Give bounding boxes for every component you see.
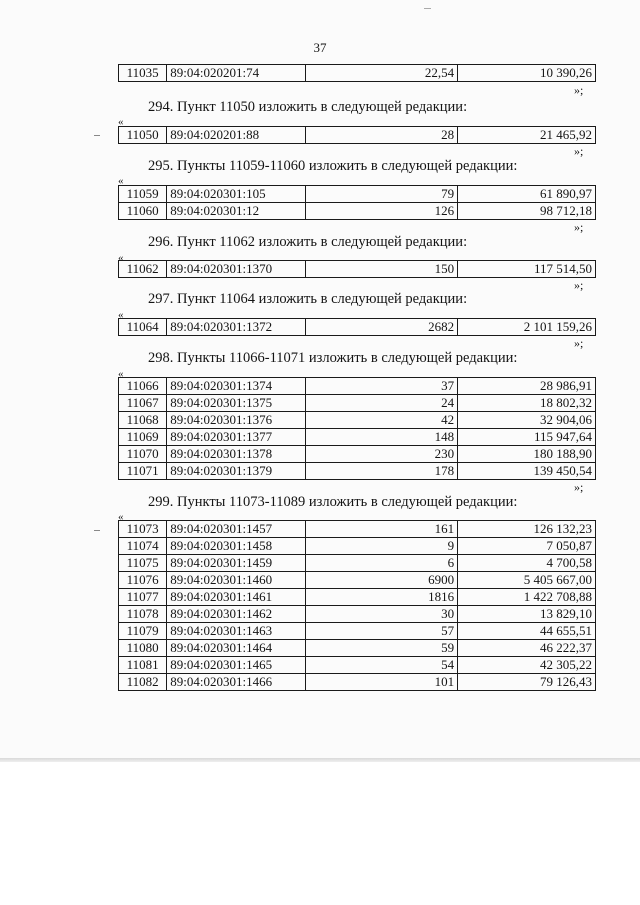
area-cell: 6900 <box>306 572 458 589</box>
amendment-table-299 <box>118 520 596 691</box>
area-cell: 126 <box>306 203 458 220</box>
table-row <box>119 463 596 480</box>
area-cell: 230 <box>306 446 458 463</box>
row-number-cell: 11069 <box>119 429 167 446</box>
amendment-table-298 <box>118 377 596 480</box>
area-cell: 22,54 <box>306 65 458 82</box>
cadastral-number-cell: 89:04:020301:1463 <box>167 623 306 640</box>
cadastral-number-cell: 89:04:020301:1372 <box>167 319 306 336</box>
row-number-cell: 11077 <box>119 589 167 606</box>
area-cell: 1816 <box>306 589 458 606</box>
cadastral-number-cell: 89:04:020301:1457 <box>167 521 306 538</box>
row-number-cell: 11081 <box>119 657 167 674</box>
amendment-table-296 <box>118 260 596 278</box>
cadastral-number-cell: 89:04:020301:1379 <box>167 463 306 480</box>
cadastral-number-cell: 89:04:020301:1464 <box>167 640 306 657</box>
cost-cell: 44 655,51 <box>458 623 596 640</box>
row-number-cell: 11078 <box>119 606 167 623</box>
area-cell: 30 <box>306 606 458 623</box>
cadastral-number-cell: 89:04:020301:1370 <box>167 261 306 278</box>
row-number-cell: 11067 <box>119 395 167 412</box>
closing-quote: »; <box>574 220 584 234</box>
table-row <box>119 186 596 203</box>
opening-quote: « <box>118 175 124 187</box>
area-cell: 9 <box>306 538 458 555</box>
table-row <box>119 429 596 446</box>
closing-quote: »; <box>574 144 584 158</box>
row-number-cell: 11064 <box>119 319 167 336</box>
table-row <box>119 521 596 538</box>
cost-cell: 1 422 708,88 <box>458 589 596 606</box>
area-cell: 150 <box>306 261 458 278</box>
area-cell: 57 <box>306 623 458 640</box>
cost-cell: 139 450,54 <box>458 463 596 480</box>
area-cell: 59 <box>306 640 458 657</box>
cost-cell: 4 700,58 <box>458 555 596 572</box>
row-number-cell: 11071 <box>119 463 167 480</box>
row-number-cell: 11059 <box>119 186 167 203</box>
opening-quote: « <box>118 368 124 380</box>
row-number-cell: 11074 <box>119 538 167 555</box>
row-number-cell: 11082 <box>119 674 167 691</box>
closing-quote: »; <box>574 336 584 350</box>
cost-cell: 42 305,22 <box>458 657 596 674</box>
cadastral-number-cell: 89:04:020301:1462 <box>167 606 306 623</box>
cadastral-number-cell: 89:04:020301:1458 <box>167 538 306 555</box>
cadastral-number-cell: 89:04:020301:1375 <box>167 395 306 412</box>
amendment-table-11035 <box>118 64 596 82</box>
area-cell: 79 <box>306 186 458 203</box>
table-body <box>119 127 596 144</box>
cost-cell: 5 405 667,00 <box>458 572 596 589</box>
cadastral-number-cell: 89:04:020201:88 <box>167 127 306 144</box>
cost-cell: 117 514,50 <box>458 261 596 278</box>
scan-mark <box>424 8 431 9</box>
section-heading-299: 299. Пункты 11073-11089 изложить в следующей редакции: <box>148 494 518 510</box>
table-row <box>119 640 596 657</box>
table-body <box>119 319 596 336</box>
cost-cell: 10 390,26 <box>458 65 596 82</box>
table-row <box>119 538 596 555</box>
area-cell: 42 <box>306 412 458 429</box>
cost-cell: 98 712,18 <box>458 203 596 220</box>
closing-quote: »; <box>574 480 584 494</box>
table-row <box>119 657 596 674</box>
opening-quote: « <box>118 309 124 321</box>
table-row <box>119 203 596 220</box>
row-number-cell: 11060 <box>119 203 167 220</box>
row-number-cell: 11066 <box>119 378 167 395</box>
cost-cell: 18 802,32 <box>458 395 596 412</box>
cost-cell: 28 986,91 <box>458 378 596 395</box>
cost-cell: 2 101 159,26 <box>458 319 596 336</box>
cost-cell: 180 188,90 <box>458 446 596 463</box>
table-row <box>119 378 596 395</box>
area-cell: 24 <box>306 395 458 412</box>
table-row <box>119 589 596 606</box>
amendment-table-294 <box>118 126 596 144</box>
opening-quote: « <box>118 511 124 523</box>
page-number: 37 <box>313 40 327 55</box>
table-row <box>119 319 596 336</box>
table-body <box>119 521 596 691</box>
amendment-table-295 <box>118 185 596 220</box>
row-number-cell: 11076 <box>119 572 167 589</box>
cadastral-number-cell: 89:04:020301:1378 <box>167 446 306 463</box>
row-number-cell: 11050 <box>119 127 167 144</box>
cost-cell: 7 050,87 <box>458 538 596 555</box>
closing-quote: »; <box>574 83 584 97</box>
table-row <box>119 412 596 429</box>
table-body <box>119 186 596 220</box>
area-cell: 178 <box>306 463 458 480</box>
section-heading-298: 298. Пункты 11066-11071 изложить в следующей редакции: <box>148 350 518 366</box>
row-number-cell: 11035 <box>119 65 167 82</box>
row-number-cell: 11070 <box>119 446 167 463</box>
row-number-cell: 11080 <box>119 640 167 657</box>
cost-cell: 115 947,64 <box>458 429 596 446</box>
table-row <box>119 261 596 278</box>
amendment-table-297 <box>118 318 596 336</box>
table-row <box>119 127 596 144</box>
cost-cell: 21 465,92 <box>458 127 596 144</box>
cost-cell: 61 890,97 <box>458 186 596 203</box>
table-row <box>119 446 596 463</box>
table-row <box>119 623 596 640</box>
section-heading-295: 295. Пункты 11059-11060 изложить в следующей редакции: <box>148 158 518 174</box>
cost-cell: 126 132,23 <box>458 521 596 538</box>
table-row <box>119 65 596 82</box>
table-body <box>119 378 596 480</box>
row-number-cell: 11079 <box>119 623 167 640</box>
table-body <box>119 65 596 82</box>
row-number-cell: 11062 <box>119 261 167 278</box>
section-heading-296: 296. Пункт 11062 изложить в следующей редакции: <box>148 234 468 250</box>
row-number-cell: 11073 <box>119 521 167 538</box>
cadastral-number-cell: 89:04:020301:1377 <box>167 429 306 446</box>
area-cell: 148 <box>306 429 458 446</box>
cadastral-number-cell: 89:04:020301:1461 <box>167 589 306 606</box>
section-heading-297: 297. Пункт 11064 изложить в следующей редакции: <box>148 291 468 307</box>
row-number-cell: 11075 <box>119 555 167 572</box>
opening-quote: « <box>118 252 124 264</box>
area-cell: 54 <box>306 657 458 674</box>
area-cell: 28 <box>306 127 458 144</box>
area-cell: 161 <box>306 521 458 538</box>
cadastral-number-cell: 89:04:020301:1465 <box>167 657 306 674</box>
section-heading-294: 294. Пункт 11050 изложить в следующей редакции: <box>148 99 468 115</box>
cadastral-number-cell: 89:04:020301:105 <box>167 186 306 203</box>
margin-mark <box>94 530 100 531</box>
cadastral-number-cell: 89:04:020301:12 <box>167 203 306 220</box>
margin-mark <box>94 135 100 136</box>
cadastral-number-cell: 89:04:020301:1460 <box>167 572 306 589</box>
table-row <box>119 606 596 623</box>
cadastral-number-cell: 89:04:020301:1466 <box>167 674 306 691</box>
row-number-cell: 11068 <box>119 412 167 429</box>
table-row <box>119 395 596 412</box>
table-row <box>119 555 596 572</box>
cost-cell: 46 222,37 <box>458 640 596 657</box>
table-row <box>119 572 596 589</box>
table-body <box>119 261 596 278</box>
cadastral-number-cell: 89:04:020301:1376 <box>167 412 306 429</box>
closing-quote: »; <box>574 278 584 292</box>
cadastral-number-cell: 89:04:020201:74 <box>167 65 306 82</box>
area-cell: 101 <box>306 674 458 691</box>
cost-cell: 32 904,06 <box>458 412 596 429</box>
opening-quote: « <box>118 116 124 128</box>
area-cell: 37 <box>306 378 458 395</box>
cadastral-number-cell: 89:04:020301:1374 <box>167 378 306 395</box>
area-cell: 2682 <box>306 319 458 336</box>
cost-cell: 79 126,43 <box>458 674 596 691</box>
cadastral-number-cell: 89:04:020301:1459 <box>167 555 306 572</box>
area-cell: 6 <box>306 555 458 572</box>
table-row <box>119 674 596 691</box>
cost-cell: 13 829,10 <box>458 606 596 623</box>
page-edge <box>0 758 640 762</box>
